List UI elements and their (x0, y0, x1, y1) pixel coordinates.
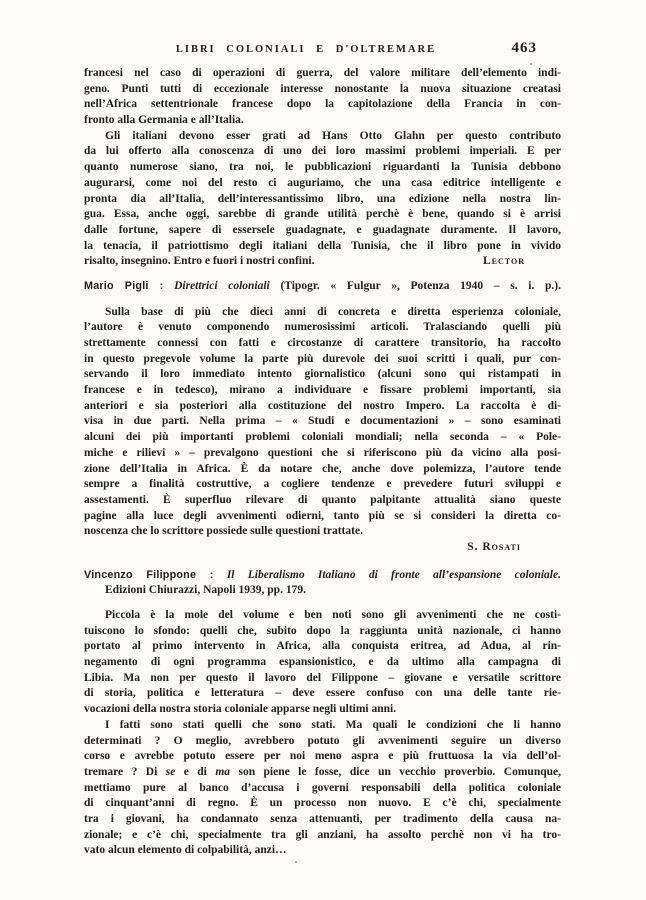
text-line: geno. Punti tutti di eccezionale interesse nonostante la nuova situazione creatasi (84, 82, 561, 95)
text-line: zione dell’Italia in Africa. È da notare che, anche dove polemizza, l’autore tende (84, 462, 561, 475)
book-title: Direttrici coloniali (174, 279, 270, 292)
text-line: Libia. Ma non per questo il lavoro del Filippone – giovane e versatile scrittore (84, 671, 561, 684)
text-line: augurarsi, come noi del resto ci auguriamo, che una casa editrice intelligente e (84, 176, 561, 189)
paragraph (84, 305, 561, 540)
text-line: pagine alla luce degli avvenimenti odierni, tanto più se si consideri la diretta co- (84, 509, 561, 522)
text-line: assestamenti. È superfluo rilevare di quanto palpitante attualità siano queste (84, 493, 561, 506)
text-line (84, 279, 561, 295)
paragraph (84, 608, 561, 718)
text-line: fronto alla Germania e all’Italia. (84, 114, 244, 127)
text-line: anteriori e sia posteriori alla costituzione del nostro Impero. La raccolta è di- (84, 399, 561, 412)
text-line: Gli italiani devono esser grati ad Hans Otto Glahn per questo contributo (105, 129, 561, 142)
text-line: la tenacia, il patriottismo degli italiani della Tunisia, che il libro pone in vivido (84, 239, 561, 252)
text-line: nell’Africa settentrionale francese dopo la capitolazione della Francia in con- (84, 98, 561, 111)
text-line: vocazioni della nostra storia coloniale apparse negli ultimi anni. (84, 703, 397, 716)
text-line: portato al primo intervento in Africa, alla conquista eritrea, ad Adua, al rin- (84, 640, 561, 653)
text-line: visa in due parti. Nella prima – « Studi e documentazioni » – sono esaminati (84, 415, 561, 428)
text-line: vato alcun elemento di colpabilità, anzi… (84, 844, 287, 857)
text-line: di storia, politica e letteratura – deve essere confuso con una delle tante rie- (84, 687, 561, 700)
scan-speck (530, 63, 532, 65)
text-line: corso e avrebbe potuto essere per noi meno aspra e più fruttuosa la via dell’ol- (84, 750, 561, 763)
text-line: Piccola è la mole del volume e ben noti sono gli avvenimenti che ne costi- (105, 609, 561, 621)
text-line: strettamente connessi con fatti e circostanze di carattere transitorio, ha raccolto (84, 337, 561, 349)
paragraph (84, 129, 561, 270)
text-line: servando il loro immediato intento giornalistico (alcuni sono qui ristampati in (84, 368, 561, 381)
author-name: Vincenzo Filippone : (84, 568, 214, 581)
text-line: gua. Essa, anche oggi, sarebbe di grande utilità perchè è bene, quando si è arrisi (84, 208, 561, 221)
text-line: tuiscono lo sfondo: quelli che, subito dopo la raggiunta unità nazionale, ci hanno (84, 624, 561, 637)
paragraph (84, 66, 561, 129)
line-text: son piene le fosse, dice un vecchio proverbio. Comunque, (230, 765, 561, 778)
author-name: Mario Pigli : (84, 279, 164, 292)
italic-word: ma (215, 765, 231, 778)
text-line (84, 254, 561, 270)
text-line: miche e rilievi » – prevalgono questioni che si riferiscono più da vicino alla posi- (84, 446, 561, 459)
text-line: mettiamo pure al banco d’accusa i governi responsabili della politica coloniale (84, 781, 561, 794)
text-line: negamento di ogni programma espansionistico, e da ultimo alla campagna di (84, 656, 561, 669)
text-line: l’autore è venuto componendo numerosissimi articoli. Tralasciando quelli più (84, 321, 561, 334)
text-line: quanto numerose siano, tra noi, le pubblicazioni riguardanti la Tunisia debbono (84, 161, 561, 174)
review-heading (84, 568, 561, 599)
imprint-line: Edizioni Chiurazzi, Napoli 1939, pp. 179. (105, 584, 306, 597)
running-header-title: LIBRI COLONIALI E D'OLTREMARE (175, 44, 437, 55)
text-line: Sulla base di più che dieci anni di concreta e diretta esperienza coloniale, (105, 305, 561, 318)
text-line: zionale; e c’è chi, specialmente tra gli anziani, ha assolto perchè non vi ha tro- (84, 828, 561, 841)
text-line: sempre a finalità costruttive, a cogliere tendenze e prevedere futuri sviluppi e (84, 478, 561, 491)
reviewer-signature: Lector (483, 255, 525, 268)
line-text: tremare ? Di (84, 765, 166, 778)
line-text: risalto, insegnino. Entro e fuori i nostri confini. (84, 255, 315, 268)
signature-line (84, 540, 561, 556)
text-line: in questo pregevole volume la parte più durevole dei suoi scritti i quali, pur con- (84, 352, 561, 365)
text-line: francesi nel caso di operazioni di guerra, del valore militare dell’elemento indi- (84, 67, 561, 79)
text-line: I fatti sono stati quelli che sono stati. Ma quali le condizioni che li hanno (105, 718, 561, 731)
text-line (84, 568, 561, 584)
imprint: (Tipogr. « Fulgur », Potenza 1940 – s. i. p.). (280, 279, 561, 292)
scan-speck (295, 861, 297, 863)
review-heading (84, 279, 561, 295)
text-line: noscenza che lo scrittore possiede sulle questioni trattate. (84, 525, 363, 538)
text-line: pronta dia all’Italia, dell’interessantissimo libro, una edizione nella nostra lin- (84, 192, 561, 205)
text-line: tra i giovani, ha condannato senza attenuanti, per tradimento della causa na- (84, 812, 561, 825)
text-line: dalle fortune, sapere di essersele guadagnate, e guadagnate duramente. Il lavoro, (84, 223, 561, 236)
text-line: alcuni dei più importanti problemi coloniali mondiali; nella seconda – « Pole- (84, 431, 561, 444)
text-line: determinati ? O meglio, avrebbero potuto gli avvenimenti seguire un diverso (84, 734, 561, 747)
page-number: 463 (511, 40, 537, 56)
italic-word: se (165, 765, 176, 778)
text-line (84, 765, 561, 781)
paragraph (84, 718, 561, 859)
book-title: Il Liberalismo Italiano di fronte all’espansione coloniale. (226, 568, 561, 581)
text-line: di cinquant’anni di regno. È un processo non nuovo. E c’è chi, specialmente (84, 797, 561, 810)
reviewer-signature: S. Rosati (467, 540, 521, 553)
line-text: e di (175, 765, 216, 778)
text-line: da lui offerto alla conoscenza di uno dei loro massimi problemi imperiali. E per (84, 145, 561, 158)
text-column (84, 66, 561, 859)
text-line: francese e in tedesco), mirano a individuare e fissare problemi importanti, sia (84, 384, 561, 397)
